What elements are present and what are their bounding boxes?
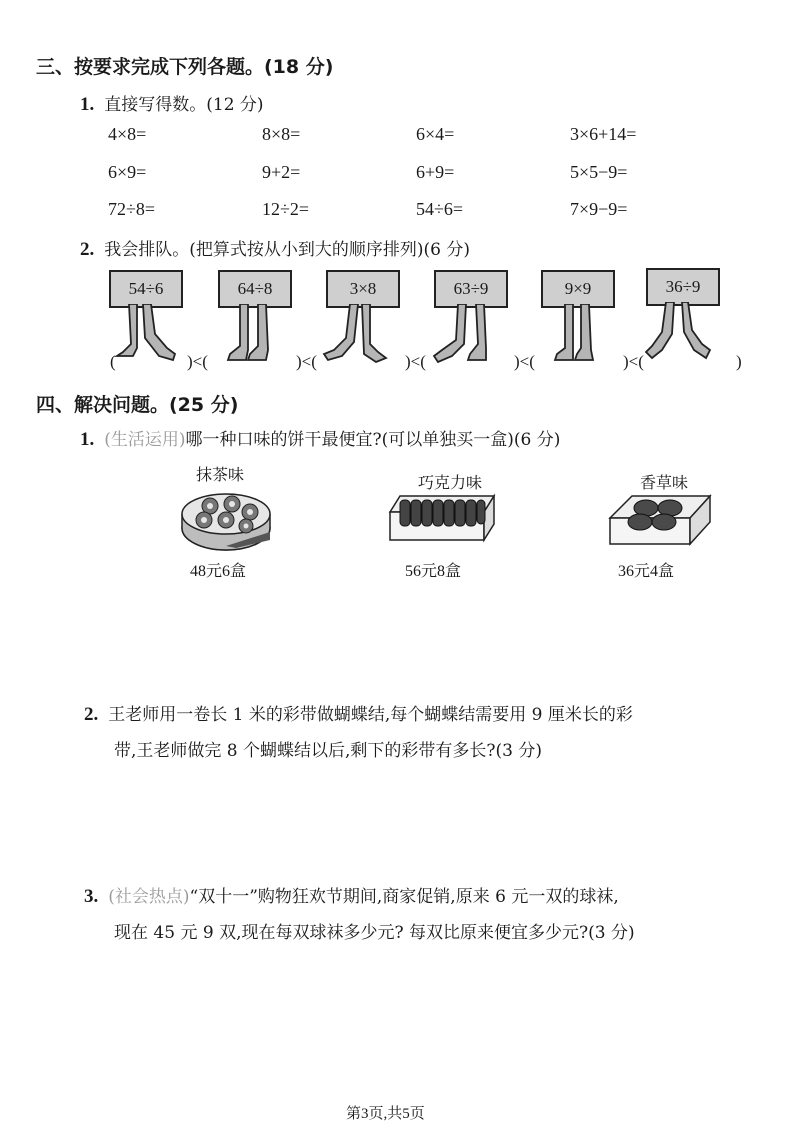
question-text-line1: “双十一”购物狂欢节期间,商家促销,原来 6 元一双的球袜, (189, 887, 619, 907)
calc-item: 7×9−9= (570, 199, 628, 219)
legs-icon (535, 304, 619, 370)
legs-icon (428, 304, 512, 370)
section4-title: 四、解决问题。(25 分) (36, 394, 239, 416)
question-number: 3. (84, 886, 99, 907)
walking-card (428, 270, 512, 370)
question-tag: (生活运用) (104, 430, 186, 450)
legs-icon (212, 304, 296, 370)
legs-icon (320, 304, 404, 370)
walking-card (535, 270, 619, 370)
calc-item: 3×6+14= (570, 124, 637, 144)
less-than-sign: )<( (623, 352, 644, 371)
calc-item: 72÷8= (108, 199, 156, 219)
question-3-2 (80, 235, 470, 261)
order-close-paren: ) (736, 352, 742, 371)
question-text: 哪一种口味的饼干最便宜?(可以单独买一盒)(6 分) (185, 430, 561, 450)
less-than-sign: )<( (296, 352, 317, 371)
calc-item: 4×8= (108, 124, 147, 144)
question-4-2 (84, 700, 633, 726)
calc-item: 5×5−9= (570, 162, 628, 182)
price-label: 36元4盒 (618, 563, 675, 580)
flavor-label: 巧克力味 (418, 473, 483, 492)
question-text-line2: 现在 45 元 9 双,现在每双球袜多少元? 每双比原来便宜多少元?(3 分) (114, 923, 635, 943)
card-expression: 3×8 (326, 270, 400, 308)
walking-card (212, 270, 296, 370)
card-expression: 63÷9 (434, 270, 508, 308)
question-4-1 (80, 425, 560, 451)
flavor-label: 抹茶味 (196, 465, 245, 484)
calc-item: 54÷6= (416, 199, 464, 219)
less-than-sign: )<( (187, 352, 208, 371)
less-than-sign: )<( (514, 352, 535, 371)
order-open-paren: ( (110, 352, 116, 371)
price-label: 48元6盒 (190, 563, 247, 580)
calc-item: 6+9= (416, 162, 455, 182)
calc-item: 6×4= (416, 124, 455, 144)
calc-item: 9+2= (262, 162, 301, 182)
price-label: 56元8盒 (405, 563, 462, 580)
card-expression: 54÷6 (109, 270, 183, 308)
question-text-line2: 带,王老师做完 8 个蝴蝶结以后,剩下的彩带有多长?(3 分) (114, 741, 543, 761)
matcha-biscuit-tin-icon (180, 484, 272, 552)
question-text: 直接写得数。(12 分) (104, 95, 264, 115)
card-expression: 64÷8 (218, 270, 292, 308)
card-expression: 9×9 (541, 270, 615, 308)
question-text: 我会排队。(把算式按从小到大的顺序排列)(6 分) (104, 240, 470, 260)
question-number: 2. (84, 704, 99, 725)
question-text-line1: 王老师用一卷长 1 米的彩带做蝴蝶结,每个蝴蝶结需要用 9 厘米长的彩 (108, 705, 633, 725)
calc-item: 12÷2= (262, 199, 310, 219)
walking-card (640, 268, 724, 368)
vanilla-biscuit-box-icon (606, 490, 714, 550)
card-expression: 36÷9 (646, 268, 720, 306)
walking-card (320, 270, 404, 370)
calc-item: 8×8= (262, 124, 301, 144)
calc-item: 6×9= (108, 162, 147, 182)
question-4-3 (84, 882, 619, 908)
question-3-1 (80, 90, 264, 116)
chocolate-biscuit-box-icon (386, 490, 498, 548)
question-tag: (社会热点) (108, 887, 190, 907)
question-number: 2. (80, 239, 95, 260)
question-number: 1. (80, 429, 95, 450)
legs-icon (640, 302, 724, 368)
less-than-sign: )<( (405, 352, 426, 371)
flavor-label: 香草味 (640, 473, 689, 492)
page-number: 第3页,共5页 (346, 1106, 425, 1122)
section3-title: 三、按要求完成下列各题。(18 分) (36, 56, 334, 78)
question-number: 1. (80, 94, 95, 115)
